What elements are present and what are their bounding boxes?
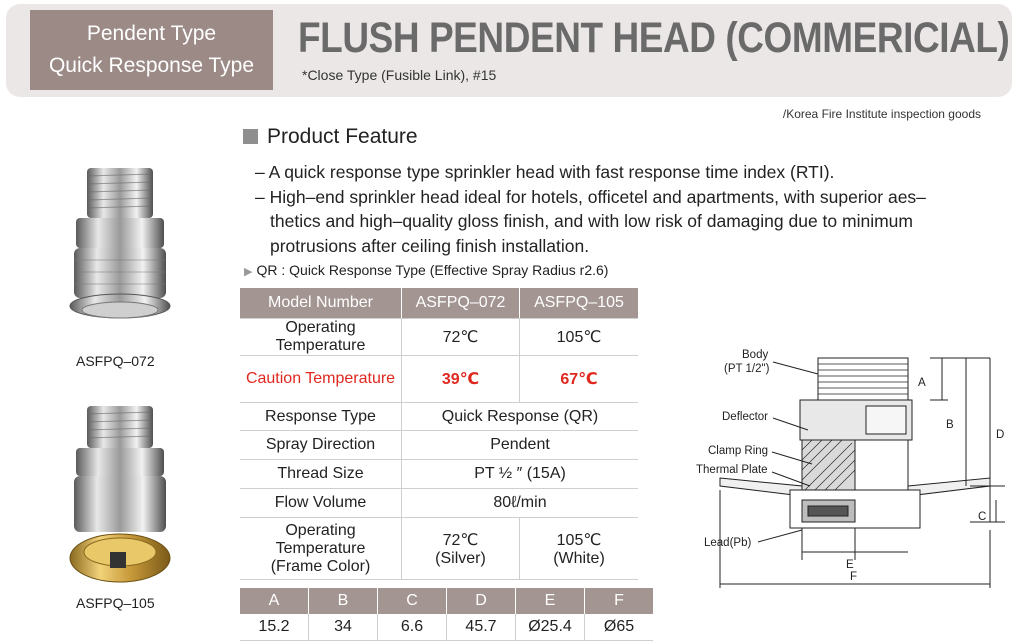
feature-list bbox=[255, 160, 975, 258]
row-label: Flow Volume bbox=[240, 489, 402, 518]
table-row bbox=[240, 614, 653, 641]
table-row bbox=[240, 588, 653, 614]
table-row bbox=[240, 403, 638, 431]
diagram-dim-f: F bbox=[850, 571, 858, 583]
inspection-note: /Korea Fire Institute inspection goods bbox=[782, 107, 981, 121]
cell-line-2: (White) bbox=[553, 549, 605, 567]
cell-value: PT ½ ″ (15A) bbox=[402, 460, 639, 489]
feature-item-2: – High–end sprinkler head ideal for hotels, officetel and apartments, with superior aes–thetics and high–quality gloss finish, and with low risk of damaging due to minimum protrusions after ceiling finish installation. bbox=[255, 186, 926, 256]
square-bullet-icon bbox=[243, 129, 258, 144]
cell-value: 72℃ bbox=[402, 319, 520, 356]
table-row bbox=[240, 319, 638, 356]
row-label: Operating Temperature bbox=[240, 319, 402, 356]
qr-note bbox=[244, 262, 608, 278]
cell-value: 105℃ bbox=[520, 319, 639, 356]
dim-header-e: E bbox=[516, 588, 585, 614]
type-line-1: Pendent Type bbox=[86, 22, 217, 45]
cell-value bbox=[520, 518, 639, 580]
row-label-line-1: Operating Temperature bbox=[275, 521, 366, 557]
dim-header-f: F bbox=[585, 588, 654, 614]
dim-header-d: D bbox=[447, 588, 516, 614]
dim-header-a: A bbox=[240, 588, 309, 614]
row-label: Response Type bbox=[240, 403, 402, 431]
table-row bbox=[240, 288, 638, 319]
cell-value bbox=[402, 518, 520, 580]
table-row bbox=[240, 460, 638, 489]
qr-note-text: QR : Quick Response Type (Effective Spray Radius r2.6) bbox=[256, 262, 609, 278]
type-badge bbox=[30, 10, 273, 90]
diagram-dim-e: E bbox=[846, 559, 854, 571]
diagram-label-body-size: (PT 1/2") bbox=[724, 363, 770, 375]
page-title: FLUSH PENDENT HEAD (COMMERICIAL) bbox=[298, 14, 1010, 62]
cell-line-1: 105℃ bbox=[556, 531, 602, 549]
feature-item-1: – A quick response type sprinkler head with fast response time index (RTI). bbox=[255, 162, 835, 182]
cell-value: Quick Response (QR) bbox=[402, 403, 639, 431]
dim-value-d: 45.7 bbox=[447, 614, 516, 641]
spec-header-model: Model Number bbox=[240, 288, 402, 319]
diagram-label-deflector: Deflector bbox=[722, 411, 769, 423]
spec-header-105: ASFPQ–105 bbox=[520, 288, 639, 319]
row-label bbox=[240, 518, 402, 580]
type-line-2: Quick Response Type bbox=[48, 54, 255, 77]
diagram-dim-c: C bbox=[978, 511, 987, 523]
cell-value: 80ℓ/min bbox=[402, 489, 639, 518]
table-row bbox=[240, 518, 638, 580]
dim-header-b: B bbox=[309, 588, 378, 614]
table-row bbox=[240, 356, 638, 403]
dim-value-c: 6.6 bbox=[378, 614, 447, 641]
feature-heading-text: Product Feature bbox=[267, 125, 418, 148]
diagram-label-thermal-plate: Thermal Plate bbox=[696, 464, 768, 476]
dim-header-c: C bbox=[378, 588, 447, 614]
cell-value: Pendent bbox=[402, 431, 639, 460]
diagram-dim-b: B bbox=[946, 419, 954, 431]
diagram-label-clamp-ring: Clamp Ring bbox=[708, 445, 769, 457]
product-image-asfpq-072 bbox=[60, 160, 190, 350]
diagram-dim-d: D bbox=[996, 429, 1005, 441]
dimension-diagram bbox=[690, 340, 1015, 600]
diagram-label-lead: Lead(Pb) bbox=[704, 537, 752, 549]
triangle-bullet-icon: ▶ bbox=[244, 266, 253, 278]
dim-value-a: 15.2 bbox=[240, 614, 309, 641]
dim-value-b: 34 bbox=[309, 614, 378, 641]
row-label-line-2: (Frame Color) bbox=[270, 557, 371, 575]
row-label: Thread Size bbox=[240, 460, 402, 489]
product-image-asfpq-105 bbox=[60, 400, 190, 590]
product-label: ASFPQ–105 bbox=[76, 595, 155, 611]
dim-value-e: Ø25.4 bbox=[516, 614, 585, 641]
cell-line-2: (Silver) bbox=[435, 549, 486, 567]
diagram-label-body: Body bbox=[742, 349, 769, 361]
row-label-caution: Caution Temperature bbox=[240, 356, 402, 403]
row-label: Spray Direction bbox=[240, 431, 402, 460]
feature-heading bbox=[243, 125, 418, 149]
cell-value-caution: 39℃ bbox=[402, 356, 520, 403]
diagram-dim-a: A bbox=[918, 377, 926, 389]
spec-table bbox=[240, 288, 638, 580]
spec-header-072: ASFPQ–072 bbox=[402, 288, 520, 319]
cell-value-caution: 67℃ bbox=[520, 356, 639, 403]
table-row bbox=[240, 489, 638, 518]
table-row bbox=[240, 431, 638, 460]
dimension-table bbox=[240, 588, 653, 641]
page-subtitle: *Close Type (Fusible Link), #15 bbox=[302, 67, 497, 83]
cell-line-1: 72℃ bbox=[442, 531, 479, 549]
product-label: ASFPQ–072 bbox=[76, 353, 155, 369]
dim-value-f: Ø65 bbox=[585, 614, 654, 641]
